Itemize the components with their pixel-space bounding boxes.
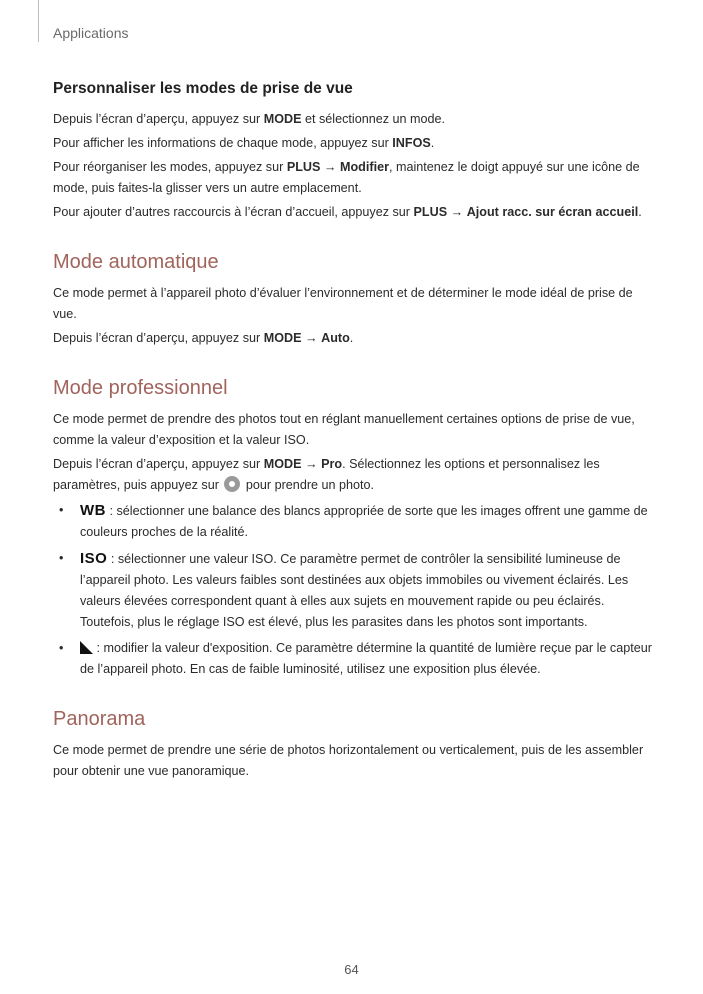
auto-para-1: Ce mode permet à l’appareil photo d’évaluer l’environnement et de déterminer le mode idéal de prise de vue. <box>53 286 633 321</box>
bullet: • <box>59 551 64 565</box>
pro-options-list <box>53 500 653 680</box>
list-item-wb: • WB : sélectionner une balance des blancs appropriée de sorte que les images offrent une gamme de couleurs proches de la réalité. <box>59 502 648 539</box>
bullet: • <box>59 503 64 517</box>
pro-para-2: Depuis l’écran d’aperçu, appuyez sur MODE → Pro. Sélectionnez les options et personnalisez les paramètres, puis appuyez sur pour prendre un photo. <box>53 457 600 492</box>
list-item-exposure: • : modifier la valeur d'exposition. Ce paramètre détermine la quantité de lumière reçue par le capteur de l’appareil photo. En cas de faible luminosité, utilisez une exposition plus élevée. <box>53 638 653 680</box>
page-number: 64 <box>344 962 359 977</box>
customize-title: Personnaliser les modes de prise de vue <box>53 80 353 97</box>
customize-para-3: Pour réorganiser les modes, appuyez sur PLUS → Modifier, maintenez le doigt appuyé sur une icône de mode, puis faites-la glisser vers un autre emplacement. <box>53 160 640 195</box>
customize-para-1: Depuis l’écran d’aperçu, appuyez sur MODE et sélectionnez un mode. <box>53 112 446 126</box>
panorama-para-1: Ce mode permet de prendre une série de photos horizontalement ou verticalement, puis de les assembler pour obtenir une vue panoramique. <box>53 743 644 778</box>
camera-shutter-icon <box>224 476 240 492</box>
list-item-iso: • ISO : sélectionner une valeur ISO. Ce paramètre permet de contrôler la sensibilité lumineuse de l’appareil photo. Les valeurs faibles sont destinées aux objets immobiles ou vivement éclairés. Les valeurs élevées correspondent quant à elles aux sujets en mouvement rapide ou peu éclairés. Toutefois, plus le réglage ISO est élevé, plus les parasites dans les photos sont importants. <box>59 550 629 629</box>
customize-para-2: Pour afficher les informations de chaque mode, appuyez sur INFOS. <box>53 136 435 150</box>
bullet: • <box>59 641 64 655</box>
auto-para-2: Depuis l’écran d’aperçu, appuyez sur MODE → Auto. <box>53 331 354 345</box>
main-content <box>53 80 653 785</box>
exposure-icon <box>80 641 93 654</box>
iso-icon: ISO <box>80 550 108 567</box>
auto-mode-title: Mode automatique <box>53 251 219 273</box>
pro-para-1: Ce mode permet de prendre des photos tout en réglant manuellement certaines options de prise de vue, comme la valeur d’exposition et la valeur ISO. <box>53 412 635 447</box>
margin-rule <box>38 0 39 42</box>
header-section-label: Applications <box>53 25 129 41</box>
panorama-title: Panorama <box>53 708 146 730</box>
white-balance-icon: WB <box>80 502 106 519</box>
customize-para-4: Pour ajouter d’autres raccourcis à l’écran d’accueil, appuyez sur PLUS → Ajout racc. sur écran accueil. <box>53 205 642 219</box>
pro-mode-title: Mode professionnel <box>53 377 228 399</box>
